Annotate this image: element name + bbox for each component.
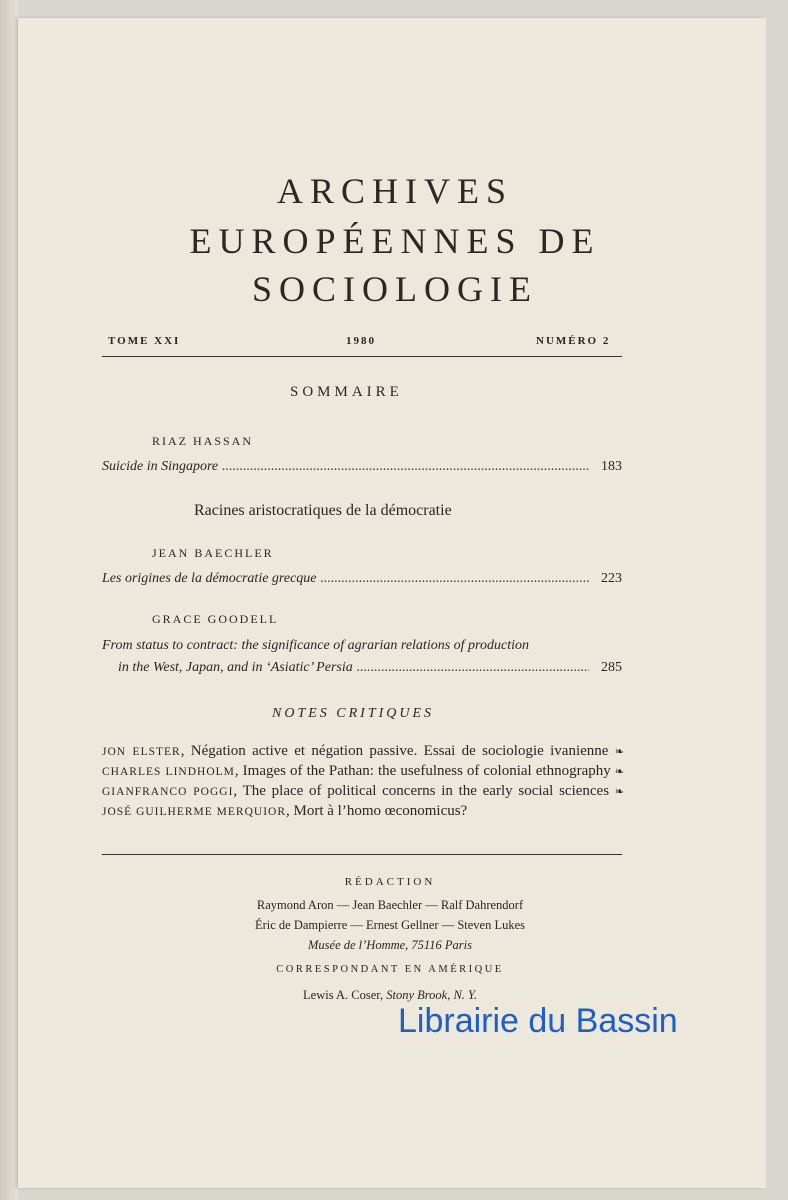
page-number: 285	[601, 660, 622, 675]
footer-rule	[102, 854, 622, 855]
author-baechler: JEAN BAECHLER	[152, 546, 274, 560]
note-title: , Images of the Pathan: the usefulness of colonial ethnography	[234, 763, 611, 779]
leaf-ornament-icon: ❧	[614, 746, 625, 758]
numero-label: NUMÉRO 2	[536, 335, 611, 347]
correspondent-heading: CORRESPONDANT EN AMÉRIQUE	[276, 964, 504, 975]
notes-heading: NOTES CRITIQUES	[272, 706, 435, 721]
article-title-line-1: From status to contract: the significance of agrarian relations of production	[102, 638, 529, 653]
page-number: 223	[601, 571, 622, 586]
author-hassan: RIAZ HASSAN	[152, 434, 254, 448]
note-author: JON ELSTER	[102, 746, 181, 758]
notes-paragraph	[102, 742, 624, 822]
leader-dots	[321, 571, 590, 587]
redaction-address: Musée de l’Homme, 75116 Paris	[308, 938, 472, 952]
toc-entry-3	[118, 660, 622, 676]
section-heading: Racines aristocratiques de la démocratie	[194, 502, 452, 519]
note-title: , The place of political concerns in the early social sciences	[233, 783, 610, 799]
note-title: , Mort à l’homo œconomicus?	[286, 803, 468, 819]
article-title-line-2: in the West, Japan, and in ‘Asiatic’ Persia	[118, 660, 353, 675]
leader-dots	[357, 660, 589, 676]
author-goodell: GRACE GOODELL	[152, 612, 279, 626]
leaf-ornament-icon: ❧	[614, 786, 625, 798]
correspondent-line	[150, 988, 630, 1003]
redaction-line-2: Éric de Dampierre — Ernest Gellner — Steven Lukes	[254, 918, 526, 932]
watermark: Librairie du Bassin	[398, 1002, 678, 1040]
page-edge	[0, 0, 18, 1200]
header-rule	[102, 356, 622, 357]
leaf-ornament-icon: ❧	[614, 766, 624, 778]
redaction-heading: RÉDACTION	[344, 876, 436, 888]
title-line-3: SOCIOLOGIE	[252, 269, 538, 309]
note-author: CHARLES LINDHOLM	[102, 766, 235, 778]
article-title: Suicide in Singapore	[102, 459, 219, 474]
note-author: JOSÉ GUILHERME MERQUIOR	[102, 806, 286, 818]
correspondent-place: Stony Brook, N. Y.	[386, 988, 477, 1002]
title-line-2: EUROPÉENNES DE	[189, 221, 601, 261]
correspondent-name: Lewis A. Coser,	[303, 988, 387, 1002]
tome-label: TOME XXI	[108, 335, 181, 347]
title-line-1: ARCHIVES	[276, 171, 514, 211]
note-title: , Négation active et négation passive. Essai de sociologie ivanienne	[180, 743, 609, 759]
note-author: GIANFRANCO POGGI	[102, 786, 234, 798]
year-label: 1980	[346, 335, 376, 347]
toc-entry-2	[102, 571, 622, 587]
page-number: 183	[601, 459, 622, 474]
article-title: Les origines de la démocratie grecque	[102, 571, 317, 586]
redaction-line-1: Raymond Aron — Jean Baechler — Ralf Dahrendorf	[256, 898, 524, 912]
leader-dots	[222, 459, 589, 475]
toc-entry-1	[102, 459, 622, 475]
sommaire-heading: SOMMAIRE	[290, 384, 403, 400]
